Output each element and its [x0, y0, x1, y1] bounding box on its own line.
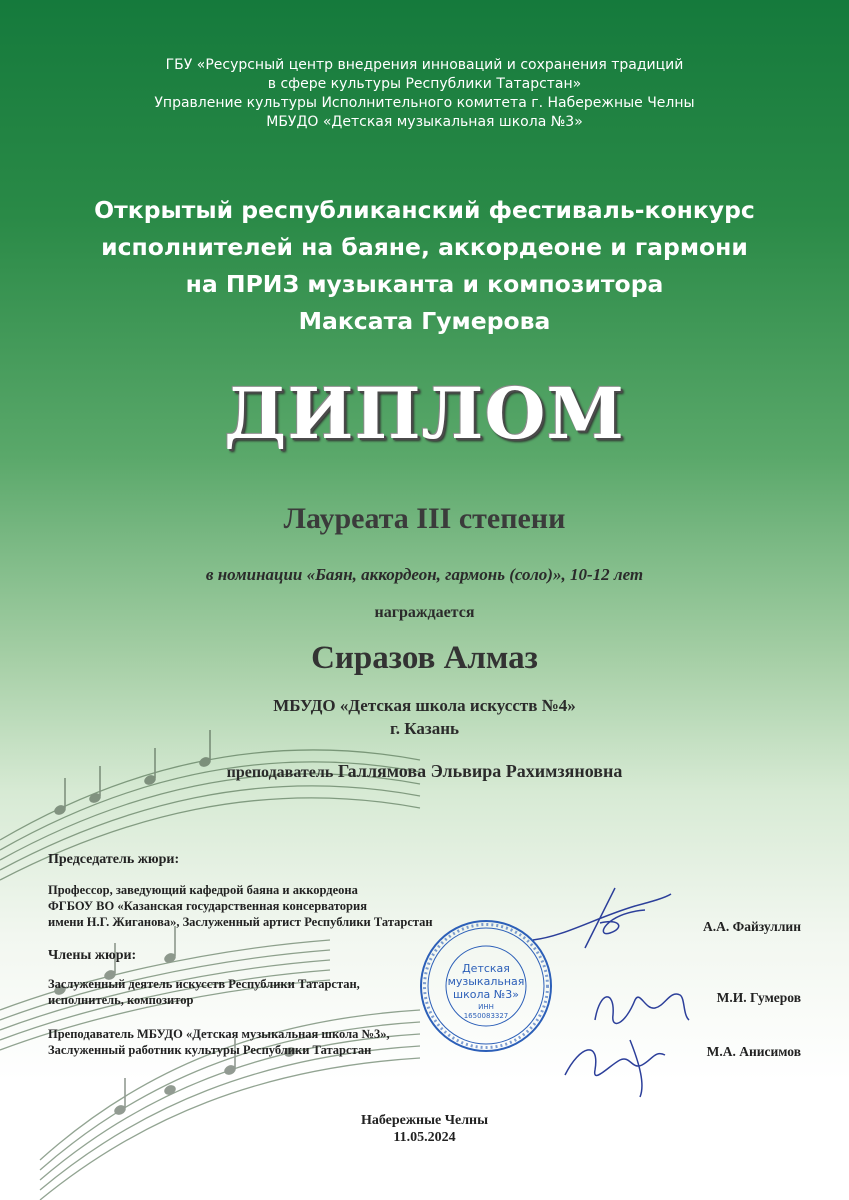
- footer-city: Набережные Челны: [360, 1113, 489, 1128]
- festival-line-3: на ПРИЗ музыканта и композитора: [185, 270, 664, 298]
- header-line-3: Управление культуры Исполнительного комитета г. Набережные Челны: [154, 95, 695, 111]
- jury-member-1-desc-line-1: Заслуженный деятель искусств Республики Татарстан,: [48, 977, 360, 991]
- organizers-header: [0, 56, 849, 132]
- header-line-1: ГБУ «Ресурсный центр внедрения инноваций и сохранения традиций: [165, 57, 684, 73]
- jury-chair-label: Председатель жюри:: [48, 852, 180, 867]
- recipient-name: Сиразов Алмаз: [311, 640, 538, 676]
- jury-member-1-name: М.И. Гумеров: [716, 990, 801, 1005]
- festival-title: [40, 192, 809, 340]
- jury-members-label: Члены жюри:: [48, 948, 137, 963]
- laureate-degree: Лауреата III степени: [283, 502, 566, 535]
- school-city: г. Казань: [389, 719, 460, 738]
- awarded-label: награждается: [374, 604, 475, 621]
- diploma-title: ДИПЛОМ: [224, 372, 625, 455]
- jury-member-2-desc-line-2: Заслуженный работник культуры Республики Татарстан: [48, 1043, 372, 1057]
- festival-line-2: исполнителей на баяне, аккордеоне и гармони: [101, 233, 748, 261]
- jury-chair-desc-line-1: Профессор, заведующий кафедрой баяна и аккордеона: [48, 883, 358, 897]
- stamp-line-4: ИНН: [478, 1003, 494, 1011]
- footer-date: 11.05.2024: [393, 1130, 456, 1145]
- jury-member-2-desc-line-1: Преподаватель МБУДО «Детская музыкальная школа №3»,: [48, 1027, 390, 1041]
- header-line-4: МБУДО «Детская музыкальная школа №3»: [266, 114, 583, 130]
- stamp-line-2: музыкальная: [447, 975, 525, 988]
- jury-member-1-desc-line-2: исполнитель, композитор: [48, 993, 194, 1007]
- nomination: в номинации «Баян, аккордеон, гармонь (соло)», 10-12 лет: [205, 565, 644, 584]
- jury-member-2-name: М.А. Анисимов: [706, 1044, 801, 1059]
- festival-line-4: Максата Гумерова: [298, 307, 551, 335]
- teacher-role: преподаватель: [226, 764, 334, 781]
- jury-chair-desc-line-3: имени Н.Г. Жиганова», Заслуженный артист Республики Татарстан: [48, 915, 433, 929]
- school-name: МБУДО «Детская школа искусств №4»: [273, 696, 576, 715]
- jury-chair-desc-line-2: ФГБОУ ВО «Казанская государственная консерватория: [48, 899, 367, 913]
- jury-chair-name: А.А. Файзуллин: [702, 919, 801, 934]
- stamp-line-3: школа №3»: [453, 988, 519, 1001]
- header-line-2: в сфере культуры Республики Татарстан»: [267, 76, 582, 92]
- signature-member-2: [560, 1025, 690, 1100]
- festival-line-1: Открытый республиканский фестиваль-конкурс: [94, 196, 755, 224]
- teacher-line: [0, 761, 849, 782]
- stamp-line-5: 1650083327: [463, 1012, 509, 1020]
- signature-chair: [525, 878, 675, 958]
- teacher-name: Галлямова Эльвира Рахимзяновна: [337, 761, 623, 781]
- footer: [0, 1112, 849, 1146]
- stamp-line-1: Детская: [462, 962, 510, 975]
- school-block: [0, 694, 849, 740]
